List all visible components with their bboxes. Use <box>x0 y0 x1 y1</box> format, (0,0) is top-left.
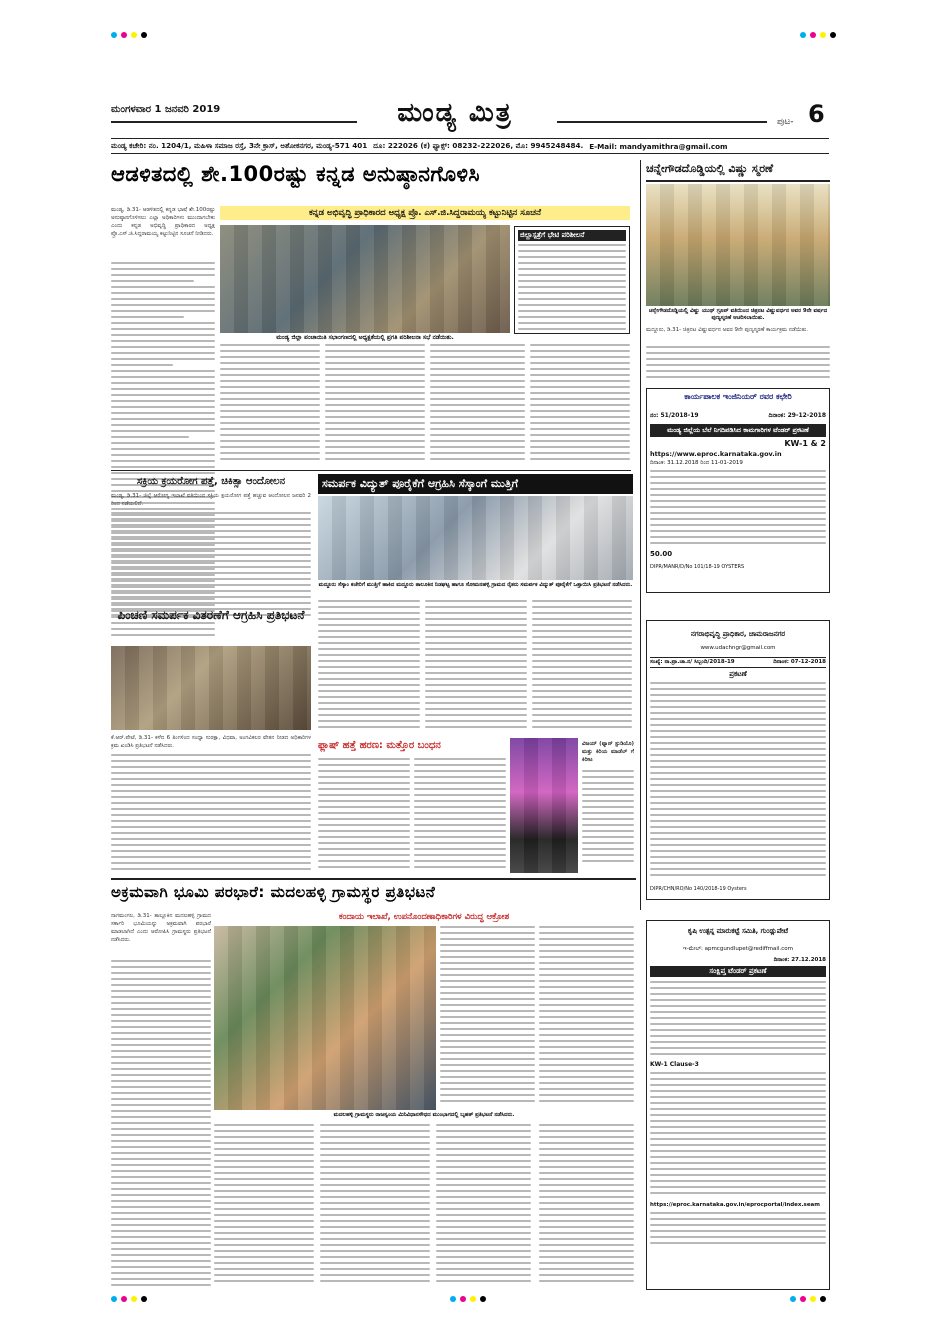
story7-top-rule <box>111 878 636 880</box>
ad1-footer: DIPR/MANR/D/No 101/18-19 OYSTERS <box>650 564 745 570</box>
story7-lead: ನಾಗಮಂಗಲ, ಡಿ.31- ತಾಲ್ಲೂಕಿನ ಮದಲಹಳ್ಳಿ ಗ್ರಾಮದ ಸರ್ಕಾರಿ ಭೂಮಿಯನ್ನು ಅಕ್ರಮವಾಗಿ ಪರಭಾರೆ ಮಾಡಲಾಗಿದೆ ಎಂದು ಆರೋಪಿಸಿ ಗ್ರಾಮಸ್ಥರು ಪ್ರತಿಭಟನೆ ನಡೆಸಿದರು. <box>111 913 211 943</box>
story3-lead: ಮಂಡ್ಯ, ಡಿ.31- ಜಿಲ್ಲೆ ಆರೋಗ್ಯ ಇಲಾಖೆ ವತಿಯಿಂದ ಸಕ್ರಿಯ ಕ್ಷಯರೋಗ ಪತ್ತೆ ಹಚ್ಚುವ ಆಂದೋಲನ ಜನವರಿ 2 ರಿಂದ ನಡೆಯಲಿದೆ. <box>111 493 311 507</box>
story5-lead: ಕೆ.ಆರ್.ಪೇಟೆ, ಡಿ.31- ಕಳೆದ 6 ತಿಂಗಳಿಂದ ಸಂಧ್ಯಾ ಸುರಕ್ಷಾ, ವಿಧವಾ, ಅಂಗವಿಕಲರ ವೇತನ ನೀಡದ ಅಧಿಕಾರಿಗಳ ಕ್ರಮ ಖಂಡಿಸಿ ಪ್ರತಿಭಟನೆ ನಡೆಸಿದರು. <box>111 735 311 749</box>
story1-body-col4 <box>430 344 525 466</box>
masthead-rule-right <box>557 121 767 123</box>
story7-body-col4 <box>214 1124 314 1290</box>
story7-body-col2 <box>440 926 535 1110</box>
ad3-website: https://eproc.karnataka.gov.in/eprocportal/index.seam <box>650 1202 821 1208</box>
ad3-body-mid <box>650 1072 826 1202</box>
story2-caption: ಚನ್ನೇಗೌಡದೊಡ್ಡಿಯಲ್ಲಿ ವಿಷ್ಣು ಯುಥ್ ಗ್ರೂಪ್ ವತಿಯಿಂದ ಚಿತ್ರನಟ ವಿಷ್ಣುವರ್ಧನ ಅವರ 9ನೇ ವರ್ಷದ ಪುಣ್ಯಸ್ಮರಣೆ ಆಚರಿಸಲಾಯಿತು. <box>648 308 828 321</box>
story6-body-col2 <box>414 758 506 873</box>
ad2-email: www.udachngr@gmail.com <box>700 645 776 651</box>
story1-body-col5 <box>530 344 630 466</box>
story1-lead: ಮಂಡ್ಯ, ಡಿ.31- ಆಡಳಿತದಲ್ಲಿ ಕನ್ನಡ ಭಾಷೆ ಶೇ.100ರಷ್ಟು ಅನುಷ್ಠಾನಗೊಳಿಸಲು ಎಲ್ಲಾ ಅಧಿಕಾರಿಗಳು ಮುಂದಾಗಬೇಕು ಎಂದು ಕನ್ನಡ ಅಭಿವೃದ್ಧಿ ಪ್ರಾಧಿಕಾರದ ಅಧ್ಯಕ್ಷ ಪ್ರೊ.ಎಸ್.ಜಿ.ಸಿದ್ದರಾಮಯ್ಯ ಕಟ್ಟುನಿಟ್ಟಿನ ಸೂಚನೆ ನೀಡಿದರು. <box>111 207 215 237</box>
ad2-number: ಸಂಖ್ಯೆ: ನಾ.ಪ್ರಾ.ಚಾ.ನ/ ಸಿಬ್ಬಂದಿ/2018-19 <box>650 659 735 665</box>
story1-caption: ಮಂಡ್ಯ ಜಿಲ್ಲಾ ಪಂಚಾಯಿತಿ ಸಭಾಂಗಣದಲ್ಲಿ ಅಧ್ಯಕ್ಷತೆಯಲ್ಲಿ ಪ್ರಗತಿ ಪರಿಶೀಲನಾ ಸಭೆ ನಡೆಯಿತು. <box>276 334 454 341</box>
ad3-date: ದಿನಾಂಕ: 27.12.2018 <box>773 957 826 963</box>
story7-caption: ಮದಲಹಳ್ಳಿ ಗ್ರಾಮಸ್ಥರು ರಾಜಸ್ವಂಯ ಮಿನಿವಿಧಾನಸೌಧದ ಮುಂಭಾಗದಲ್ಲಿ ಬೃಹತ್ ಪ್ರತಿಭಟನೆ ನಡೆಸಿದರು. <box>333 1112 515 1118</box>
story3-body <box>111 512 311 620</box>
story5-body <box>111 754 311 872</box>
ad2-notice <box>646 620 830 900</box>
registration-marks-top <box>111 32 147 38</box>
ad1-notice: ಮಂಡ್ಯ ಜಿಲ್ಲೆಯ ಬೆಲೆ ನಿಗದಿಪಡಿಸಿದ ಕಾಮಗಾರಿಗಳ ಟೆಂಡರ್ ಪ್ರಕಟಣೆ <box>650 424 826 437</box>
story7-body-col5 <box>320 1124 430 1290</box>
story4-headline: ಸಮರ್ಪಕ ವಿದ್ಯುತ್ ಪೂರೈಕೆಗೆ ಆಗ್ರಹಿಸಿ ಸೆಸ್ಕಾಂಗೆ ಮುತ್ತಿಗೆ <box>318 474 633 494</box>
story7-body-col1 <box>111 960 211 1290</box>
story1-photo <box>220 225 510 333</box>
ad1-website: https://www.eproc.karnataka.gov.in <box>650 450 782 458</box>
masthead-email: E-Mail: mandyamithra@gmail.com <box>589 141 728 151</box>
ad3-body-bottom <box>650 1212 826 1252</box>
ad2-org: ನಗರಾಭಿವೃದ್ಧಿ ಪ್ರಾಧಿಕಾರ, ಚಾಮರಾಜನಗರ <box>690 630 786 638</box>
registration-marks-top-right <box>800 32 836 38</box>
story5-headline: ಪಿಂಚಣಿ ಸಮರ್ಪಕ ವಿತರಣೆಗೆ ಆಗ್ರಹಿಸಿ ಪ್ರತಿಭಟನೆ <box>117 608 305 622</box>
masthead-page-number: 6 <box>808 100 825 128</box>
story6-side: ವಿಜಯ್ (ಫ್ಯಾನ್ ಸ್ಟುಡಿಯೊ) ಮತ್ತು ಕಿರಿಯ ಮಾಡೆಲ್ ಗೆ ಕಿರೀಟ <box>582 741 634 763</box>
registration-marks-bottom-left <box>111 1296 147 1302</box>
ad2-meta <box>650 657 826 668</box>
ad1-number: ನಂ: 51/2018-19 <box>650 412 699 419</box>
story1-body-col2 <box>220 344 320 466</box>
story1-subhead: ಕನ್ನಡ ಅಭಿವೃದ್ಧಿ ಪ್ರಾಧಿಕಾರದ ಅಧ್ಯಕ್ಷ ಪ್ರೊ. ಎಸ್.ಜಿ.ಸಿದ್ದರಾಮಯ್ಯ ಕಟ್ಟುನಿಟ್ಟಿನ ಸೂಚನೆ <box>220 206 630 220</box>
ad2-body <box>650 682 826 882</box>
ad3-tender-notice <box>646 920 830 1290</box>
ad3-code: KW-1 Clause-3 <box>650 1061 699 1068</box>
story6-body-col1 <box>318 758 410 873</box>
masthead-title: ಮಂಡ್ಯ ಮಿತ್ರ <box>397 98 513 128</box>
story7-body-col3 <box>539 926 634 1110</box>
masthead-phone: ದೂ: 222026 (ಕ) ಫ್ಯಾಕ್ಸ್: 08232-222026, ಮೊ: 9945248484. <box>373 141 584 150</box>
masthead-rule-left <box>111 121 357 123</box>
story4-body-col1 <box>318 600 420 734</box>
story2-photo <box>646 184 830 306</box>
ad1-org: ಕಾರ್ಯಪಾಲಕ ಇಂಜಿನಿಯರ್ ರವರ ಕಛೇರಿ <box>684 392 792 401</box>
registration-marks-bottom-mid <box>450 1296 486 1302</box>
story6-headline: ಫ್ಲಾಷ್ ಹತ್ತೆ ಹರಣ: ಮತ್ತೊರ ಬಂಧನ <box>318 740 441 751</box>
story4-body-col3 <box>532 600 632 734</box>
ad1-tender-notice <box>646 388 830 593</box>
story4-photo <box>318 496 633 580</box>
ad2-date: ದಿನಾಂಕ: 07-12-2018 <box>773 659 826 665</box>
story2-headline: ಚನ್ನೇಗೌಡದೊಡ್ಡಿಯಲ್ಲಿ ವಿಷ್ಣು ಸ್ಮರಣೆ <box>646 162 830 182</box>
story2-body <box>646 346 830 384</box>
story7-photo <box>214 926 436 1110</box>
story1-sidebox <box>514 226 630 334</box>
story1-body-col3 <box>325 344 425 466</box>
ad1-meta <box>650 412 826 420</box>
ad3-title: ಸಂಕ್ಷಿಪ್ತ ಟೆಂಡರ್ ಪ್ರಕಟಣೆ <box>650 966 826 977</box>
story1-sidebox-body <box>518 244 626 336</box>
ad3-email: ಇ-ಮೇಲ್: apmcgundlupet@rediffmail.com <box>683 946 793 952</box>
story6-side-body <box>582 770 634 870</box>
ad1-dates: ದಿನಾಂಕ: 31.12.2018 ರಿಂದ 11-01-2019 <box>650 460 743 466</box>
story1-sidebox-title: ಜಿಲ್ಲಾಸ್ಪತ್ರೆಗೆ ಭೇಟಿ ಪರಿಶೀಲನೆ <box>518 230 626 241</box>
ad2-footer: DIPR/CHN/RO/No 140/2018-19 Oysters <box>650 886 747 892</box>
masthead-page-label: ಪುಟ- <box>777 117 794 127</box>
ad1-body <box>650 470 826 550</box>
story3-top-rule <box>111 470 631 471</box>
story7-subhead: ಕಂದಾಯ ಇಲಾಖೆ, ಉಪನೊಂದಣಾಧಿಕಾರಿಗಳ ವಿರುದ್ಧ ಆಕ್ರೋಶ <box>338 912 510 922</box>
story5-photo <box>111 646 311 730</box>
ad1-date: ದಿನಾಂಕ: 29-12-2018 <box>768 412 826 419</box>
ad2-title: ಪ್ರಕಟಣೆ <box>729 670 747 678</box>
story2-lead: ಮದ್ದೂರು, ಡಿ.31- ಚಿತ್ರನಟ ವಿಷ್ಣುವರ್ಧನ ಅವರ 9ನೇ ಪುಣ್ಯಸ್ಮರಣೆ ಕಾರ್ಯಕ್ರಮ ನಡೆಯಿತು. <box>646 327 809 333</box>
story7-headline: ಅಕ್ರಮವಾಗಿ ಭೂಮಿ ಪರಭಾರೆ: ಮದಲಹಳ್ಳಿ ಗ್ರಾಮಸ್ಥರ ಪ್ರತಿಭಟನೆ <box>111 883 436 901</box>
story4-body-col2 <box>425 600 527 734</box>
story7-body-col7 <box>539 1124 634 1290</box>
ad3-org: ಕೃಷಿ ಉತ್ಪನ್ನ ಮಾರುಕಟ್ಟೆ ಸಮಿತಿ, ಗುಂಡ್ಲುಪೇಟೆ <box>687 927 789 935</box>
story7-body-col6 <box>436 1124 531 1290</box>
story1-headline: ಆಡಳಿತದಲ್ಲಿ ಶೇ.100ರಷ್ಟು ಕನ್ನಡ ಅನುಷ್ಠಾನಗೊಳಿಸಿ <box>111 162 481 186</box>
story3-headline: ಸಕ್ರಿಯ ಕ್ರಯರೋಗ ಪತ್ತೆ, ಚಿಕಿತ್ಸಾ ಆಂದೋಲನ <box>136 476 286 487</box>
ad3-body-top <box>650 981 826 1061</box>
masthead-address-bar <box>111 138 829 154</box>
story6-photo <box>510 738 578 873</box>
masthead-address: ಮಂಡ್ಯ ಕಚೇರಿ: ನಂ. 1204/1, ಮಹಿಳಾ ಸಮಾಜ ರಸ್ತೆ, 3ನೇ ಕ್ರಾಸ್, ಅಶೋಕನಗರ, ಮಂಡ್ಯ-571 401 <box>111 141 368 150</box>
ad1-code: KW-1 & 2 <box>784 439 826 448</box>
registration-marks-bottom-right <box>790 1296 826 1302</box>
story4-caption: ಮದ್ದೂರು ಸೆಸ್ಕಾಂ ಕಚೇರಿಗೆ ಮುತ್ತಿಗೆ ಹಾಕಿದ ಮದ್ದೂರು ತಾಲೂಕಿನ ನಿಡಘಟ್ಟ ಹಾಗೂ ಸೋಮನಹಳ್ಳಿ ಗ್ರಾಮದ ರೈತರು ಸಮರ್ಪಕ ವಿದ್ಯುತ್ ಪೂರೈಕೆಗೆ ಒತ್ತಾಯಿಸಿ ಪ್ರತಿಭಟನೆ ನಡೆಸಿದರು. <box>318 582 633 588</box>
column-rule <box>640 160 641 910</box>
ad1-amount: 50.00 <box>650 550 673 558</box>
masthead-date: ಮಂಗಳವಾರ 1 ಜನವರಿ 2019 <box>111 104 221 115</box>
